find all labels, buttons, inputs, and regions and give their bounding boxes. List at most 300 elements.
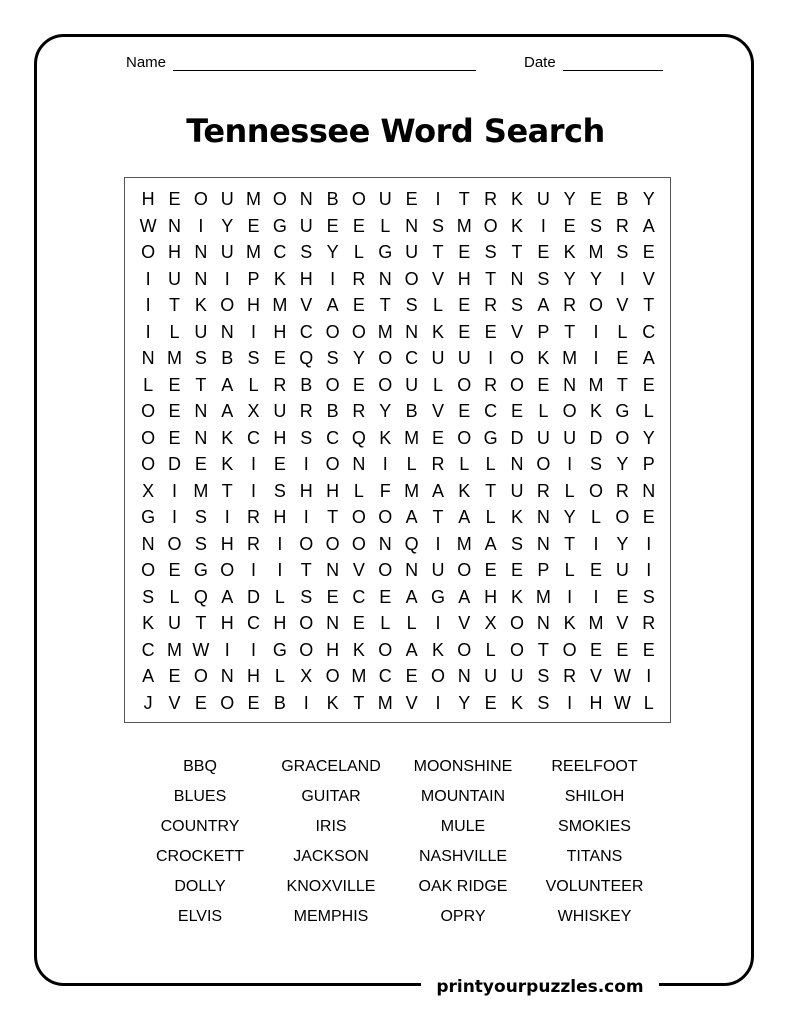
grid-cell[interactable]: V xyxy=(590,666,603,686)
grid-cell[interactable]: N xyxy=(220,666,234,686)
grid-cell[interactable]: I xyxy=(435,189,441,209)
grid-cell[interactable]: O xyxy=(378,374,393,395)
grid-cell[interactable]: Y xyxy=(352,348,365,368)
grid-cell[interactable]: H xyxy=(220,613,234,633)
grid-cell[interactable]: U xyxy=(168,268,182,289)
grid-cell[interactable]: K xyxy=(510,586,523,607)
grid-cell[interactable]: K xyxy=(326,692,339,713)
grid-cell[interactable]: E xyxy=(379,586,392,607)
grid-cell[interactable]: O xyxy=(404,268,419,289)
grid-cell[interactable]: I xyxy=(646,560,652,580)
grid-cell[interactable]: S xyxy=(194,348,207,368)
grid-cell[interactable]: O xyxy=(351,533,366,554)
grid-cell[interactable]: H xyxy=(273,321,287,342)
grid-cell[interactable]: C xyxy=(299,321,313,342)
grid-cell[interactable]: N xyxy=(457,666,471,686)
grid-cell[interactable]: E xyxy=(642,374,655,395)
grid-cell[interactable]: V xyxy=(300,295,313,315)
grid-cell[interactable]: I xyxy=(567,454,573,474)
grid-cell[interactable]: O xyxy=(589,480,604,501)
grid-cell[interactable]: O xyxy=(325,666,340,686)
grid-cell[interactable]: L xyxy=(564,480,575,501)
grid-cell[interactable]: O xyxy=(141,454,156,474)
grid-cell[interactable]: M xyxy=(588,613,604,633)
grid-cell[interactable]: U xyxy=(484,666,498,686)
grid-cell[interactable]: E xyxy=(458,401,471,421)
grid-cell[interactable]: I xyxy=(251,639,257,660)
grid-cell[interactable]: T xyxy=(353,692,365,713)
grid-cell[interactable]: E xyxy=(510,560,523,580)
grid-cell[interactable]: L xyxy=(538,401,549,421)
grid-cell[interactable]: O xyxy=(220,295,235,315)
grid-cell[interactable]: E xyxy=(431,427,444,448)
grid-cell[interactable]: N xyxy=(220,321,234,342)
grid-cell[interactable]: Y xyxy=(616,533,629,554)
grid-cell[interactable]: T xyxy=(169,295,181,315)
grid-cell[interactable]: L xyxy=(274,586,285,607)
grid-cell[interactable]: A xyxy=(458,507,471,527)
grid-cell[interactable]: Y xyxy=(563,189,576,209)
grid-cell[interactable]: N xyxy=(536,613,550,633)
grid-cell[interactable]: B xyxy=(326,189,339,209)
grid-cell[interactable]: N xyxy=(141,533,155,554)
grid-cell[interactable]: Y xyxy=(221,215,234,236)
grid-cell[interactable]: O xyxy=(378,639,393,660)
grid-cell[interactable]: O xyxy=(378,560,393,580)
grid-cell[interactable]: O xyxy=(562,639,577,660)
grid-cell[interactable]: A xyxy=(642,348,655,368)
grid-cell[interactable]: C xyxy=(642,321,656,342)
grid-cell[interactable]: M xyxy=(246,189,262,209)
grid-cell[interactable]: U xyxy=(194,321,208,342)
grid-cell[interactable]: S xyxy=(326,348,339,368)
grid-cell[interactable]: T xyxy=(432,242,444,262)
grid-cell[interactable]: W xyxy=(192,639,210,660)
grid-cell[interactable]: E xyxy=(273,454,286,474)
grid-cell[interactable]: T xyxy=(195,613,207,633)
grid-cell[interactable]: E xyxy=(168,189,181,209)
grid-cell[interactable]: U xyxy=(536,189,550,209)
grid-cell[interactable]: K xyxy=(563,613,576,633)
grid-cell[interactable]: O xyxy=(378,348,393,368)
grid-cell[interactable]: X xyxy=(247,401,260,421)
grid-cell[interactable]: K xyxy=(379,427,392,448)
grid-cell[interactable]: O xyxy=(351,189,366,209)
grid-cell[interactable]: L xyxy=(432,374,443,395)
grid-cell[interactable]: S xyxy=(590,215,603,236)
grid-cell[interactable]: A xyxy=(537,295,550,315)
grid-cell[interactable]: L xyxy=(643,692,654,713)
grid-cell[interactable]: M xyxy=(456,215,472,236)
grid-cell[interactable]: E xyxy=(168,560,181,580)
grid-cell[interactable]: H xyxy=(141,189,155,209)
grid-cell[interactable]: I xyxy=(435,692,441,713)
grid-cell[interactable]: Y xyxy=(590,268,603,289)
grid-cell[interactable]: Q xyxy=(193,586,208,607)
grid-cell[interactable]: L xyxy=(380,613,391,633)
grid-cell[interactable]: U xyxy=(510,480,524,501)
grid-cell[interactable]: S xyxy=(537,666,550,686)
grid-cell[interactable]: Y xyxy=(326,242,339,262)
grid-cell[interactable]: R xyxy=(615,480,629,501)
grid-cell[interactable]: Y xyxy=(563,507,576,527)
grid-cell[interactable]: K xyxy=(458,480,471,501)
grid-cell[interactable]: D xyxy=(589,427,603,448)
grid-cell[interactable]: M xyxy=(588,374,604,395)
grid-cell[interactable]: Q xyxy=(404,533,419,554)
grid-cell[interactable]: H xyxy=(326,639,340,660)
grid-cell[interactable]: K xyxy=(142,613,155,633)
grid-cell[interactable]: K xyxy=(510,189,523,209)
grid-cell[interactable]: Y xyxy=(642,427,655,448)
grid-cell[interactable]: N xyxy=(563,374,577,395)
grid-cell[interactable]: K xyxy=(221,427,234,448)
grid-cell[interactable]: T xyxy=(616,374,628,395)
grid-cell[interactable]: B xyxy=(300,374,313,395)
grid-cell[interactable]: A xyxy=(431,480,444,501)
grid-cell[interactable]: O xyxy=(299,613,314,633)
grid-cell[interactable]: M xyxy=(351,666,367,686)
grid-cell[interactable]: K xyxy=(194,295,207,315)
grid-cell[interactable]: W xyxy=(613,666,631,686)
grid-cell[interactable]: N xyxy=(510,454,524,474)
grid-cell[interactable]: I xyxy=(251,454,257,474)
grid-cell[interactable]: S xyxy=(616,242,629,262)
grid-cell[interactable]: K xyxy=(510,692,523,713)
grid-cell[interactable]: V xyxy=(352,560,365,580)
grid-cell[interactable]: W xyxy=(139,215,157,236)
grid-cell[interactable]: N xyxy=(352,454,366,474)
grid-cell[interactable]: O xyxy=(220,692,235,713)
grid-cell[interactable]: I xyxy=(145,321,151,342)
grid-cell[interactable]: X xyxy=(484,613,497,633)
grid-cell[interactable]: Q xyxy=(351,427,366,448)
grid-cell[interactable]: O xyxy=(325,321,340,342)
grid-cell[interactable]: R xyxy=(484,295,498,315)
date-field[interactable] xyxy=(524,54,663,71)
grid-cell[interactable]: P xyxy=(537,321,550,342)
grid-cell[interactable]: I xyxy=(145,268,151,289)
grid-cell[interactable]: H xyxy=(220,533,234,554)
grid-cell[interactable]: R xyxy=(352,268,366,289)
grid-cell[interactable]: S xyxy=(300,586,313,607)
grid-cell[interactable]: L xyxy=(485,639,496,660)
grid-cell[interactable]: B xyxy=(326,401,339,421)
grid-cell[interactable]: S xyxy=(431,215,444,236)
grid-cell[interactable]: P xyxy=(537,560,550,580)
grid-cell[interactable]: L xyxy=(643,401,654,421)
grid-cell[interactable]: K xyxy=(431,639,444,660)
grid-cell[interactable]: I xyxy=(593,586,599,607)
grid-cell[interactable]: N xyxy=(194,242,208,262)
grid-cell[interactable]: U xyxy=(273,401,287,421)
grid-cell[interactable]: O xyxy=(299,533,314,554)
grid-cell[interactable]: C xyxy=(326,427,340,448)
grid-cell[interactable]: I xyxy=(540,215,546,236)
grid-cell[interactable]: E xyxy=(458,242,471,262)
grid-cell[interactable]: H xyxy=(326,480,340,501)
grid-cell[interactable]: E xyxy=(616,639,629,660)
grid-cell[interactable]: B xyxy=(405,401,418,421)
grid-cell[interactable]: O xyxy=(193,189,208,209)
grid-cell[interactable]: E xyxy=(247,692,260,713)
grid-cell[interactable]: E xyxy=(642,639,655,660)
grid-cell[interactable]: E xyxy=(563,215,576,236)
grid-cell[interactable]: E xyxy=(194,454,207,474)
grid-cell[interactable]: I xyxy=(251,560,257,580)
grid-cell[interactable]: H xyxy=(457,268,471,289)
grid-cell[interactable]: E xyxy=(352,613,365,633)
grid-cell[interactable]: G xyxy=(430,586,445,607)
grid-cell[interactable]: N xyxy=(326,560,340,580)
grid-cell[interactable]: N xyxy=(194,427,208,448)
grid-cell[interactable]: L xyxy=(591,507,602,527)
grid-cell[interactable]: R xyxy=(352,401,366,421)
grid-cell[interactable]: M xyxy=(377,692,393,713)
grid-cell[interactable]: E xyxy=(168,374,181,395)
grid-cell[interactable]: K xyxy=(510,215,523,236)
grid-cell[interactable]: I xyxy=(172,480,178,501)
grid-cell[interactable]: C xyxy=(484,401,498,421)
grid-cell[interactable]: O xyxy=(351,507,366,527)
grid-cell[interactable]: O xyxy=(430,666,445,686)
grid-cell[interactable]: X xyxy=(142,480,155,501)
grid-cell[interactable]: H xyxy=(299,268,313,289)
grid-cell[interactable]: M xyxy=(456,533,472,554)
grid-cell[interactable]: G xyxy=(378,242,393,262)
grid-cell[interactable]: I xyxy=(224,268,230,289)
grid-cell[interactable]: O xyxy=(615,507,630,527)
grid-cell[interactable]: T xyxy=(485,268,497,289)
grid-cell[interactable]: V xyxy=(642,268,655,289)
grid-cell[interactable]: L xyxy=(564,560,575,580)
grid-cell[interactable]: M xyxy=(377,321,393,342)
grid-cell[interactable]: O xyxy=(141,560,156,580)
grid-cell[interactable]: O xyxy=(562,401,577,421)
grid-cell[interactable]: S xyxy=(300,242,313,262)
grid-cell[interactable]: A xyxy=(221,586,234,607)
grid-cell[interactable]: L xyxy=(485,507,496,527)
grid-cell[interactable]: H xyxy=(273,613,287,633)
grid-cell[interactable]: E xyxy=(168,427,181,448)
grid-cell[interactable]: C xyxy=(352,586,366,607)
grid-cell[interactable]: M xyxy=(404,480,420,501)
grid-cell[interactable]: E xyxy=(247,215,260,236)
grid-cell[interactable]: Y xyxy=(563,268,576,289)
grid-cell[interactable]: O xyxy=(141,242,156,262)
grid-cell[interactable]: V xyxy=(616,295,629,315)
grid-cell[interactable]: I xyxy=(277,560,283,580)
grid-cell[interactable]: G xyxy=(272,639,287,660)
grid-cell[interactable]: Y xyxy=(616,454,629,474)
grid-cell[interactable]: I xyxy=(145,295,151,315)
grid-cell[interactable]: E xyxy=(537,374,550,395)
grid-cell[interactable]: A xyxy=(405,586,418,607)
grid-cell[interactable]: S xyxy=(510,533,523,554)
grid-cell[interactable]: E xyxy=(642,242,655,262)
grid-cell[interactable]: U xyxy=(510,666,524,686)
grid-cell[interactable]: M xyxy=(404,427,420,448)
grid-cell[interactable]: I xyxy=(488,348,494,368)
grid-cell[interactable]: R xyxy=(615,215,629,236)
grid-cell[interactable]: M xyxy=(167,639,183,660)
grid-cell[interactable]: L xyxy=(274,666,285,686)
grid-cell[interactable]: E xyxy=(326,215,339,236)
grid-cell[interactable]: D xyxy=(510,427,524,448)
grid-cell[interactable]: O xyxy=(272,189,287,209)
grid-cell[interactable]: S xyxy=(405,295,418,315)
grid-cell[interactable]: N xyxy=(536,533,550,554)
grid-cell[interactable]: E xyxy=(273,348,286,368)
grid-cell[interactable]: I xyxy=(303,507,309,527)
grid-cell[interactable]: N xyxy=(405,560,419,580)
grid-cell[interactable]: C xyxy=(247,613,261,633)
grid-cell[interactable]: O xyxy=(509,613,524,633)
grid-cell[interactable]: U xyxy=(431,560,445,580)
grid-cell[interactable]: O xyxy=(509,639,524,660)
grid-cell[interactable]: O xyxy=(325,533,340,554)
grid-cell[interactable]: T xyxy=(379,295,391,315)
grid-cell[interactable]: L xyxy=(406,454,417,474)
grid-cell[interactable]: W xyxy=(613,692,631,713)
grid-cell[interactable]: O xyxy=(509,348,524,368)
grid-cell[interactable]: T xyxy=(458,189,470,209)
grid-cell[interactable]: L xyxy=(406,613,417,633)
grid-cell[interactable]: L xyxy=(169,321,180,342)
grid-cell[interactable]: T xyxy=(221,480,233,501)
grid-cell[interactable]: J xyxy=(143,692,153,713)
grid-cell[interactable]: N xyxy=(405,215,419,236)
grid-cell[interactable]: N xyxy=(326,613,340,633)
grid-cell[interactable]: E xyxy=(484,560,497,580)
grid-cell[interactable]: I xyxy=(330,268,336,289)
grid-cell[interactable]: N xyxy=(299,189,313,209)
grid-cell[interactable]: E xyxy=(642,507,655,527)
grid-cell[interactable]: N xyxy=(378,533,392,554)
grid-cell[interactable]: R xyxy=(563,295,577,315)
grid-cell[interactable]: O xyxy=(325,374,340,395)
grid-cell[interactable]: H xyxy=(484,586,498,607)
grid-cell[interactable]: D xyxy=(247,586,261,607)
grid-cell[interactable]: E xyxy=(458,321,471,342)
grid-cell[interactable]: K xyxy=(537,348,550,368)
grid-cell[interactable]: H xyxy=(299,480,313,501)
grid-cell[interactable]: A xyxy=(405,507,418,527)
grid-cell[interactable]: K xyxy=(352,639,365,660)
grid-cell[interactable]: K xyxy=(510,507,523,527)
grid-cell[interactable]: M xyxy=(562,348,578,368)
grid-cell[interactable]: I xyxy=(303,692,309,713)
grid-cell[interactable]: L xyxy=(617,321,628,342)
grid-cell[interactable]: G xyxy=(272,215,287,236)
grid-cell[interactable]: S xyxy=(537,268,550,289)
grid-cell[interactable]: S xyxy=(484,242,497,262)
grid-cell[interactable]: L xyxy=(169,586,180,607)
grid-cell[interactable]: R xyxy=(247,533,261,554)
grid-cell[interactable]: M xyxy=(246,242,262,262)
grid-cell[interactable]: H xyxy=(247,666,261,686)
grid-cell[interactable]: L xyxy=(353,242,364,262)
grid-cell[interactable]: S xyxy=(273,480,286,501)
grid-cell[interactable]: R xyxy=(484,374,498,395)
grid-cell[interactable]: O xyxy=(351,321,366,342)
grid-cell[interactable]: I xyxy=(435,613,441,633)
grid-cell[interactable]: U xyxy=(563,427,577,448)
grid-cell[interactable]: K xyxy=(431,321,444,342)
grid-cell[interactable]: H xyxy=(247,295,261,315)
grid-cell[interactable]: H xyxy=(589,692,603,713)
grid-cell[interactable]: Y xyxy=(458,692,471,713)
grid-cell[interactable]: Y xyxy=(642,189,655,209)
grid-cell[interactable]: R xyxy=(247,507,261,527)
grid-cell[interactable]: N xyxy=(510,268,524,289)
grid-cell[interactable]: N xyxy=(642,480,656,501)
grid-cell[interactable]: R xyxy=(484,189,498,209)
grid-cell[interactable]: C xyxy=(378,666,392,686)
grid-cell[interactable]: C xyxy=(273,242,287,262)
grid-cell[interactable]: G xyxy=(615,401,630,421)
grid-cell[interactable]: E xyxy=(168,401,181,421)
grid-cell[interactable]: E xyxy=(537,242,550,262)
grid-cell[interactable]: O xyxy=(299,639,314,660)
grid-cell[interactable]: E xyxy=(458,295,471,315)
grid-cell[interactable]: I xyxy=(593,533,599,554)
grid-cell[interactable]: E xyxy=(616,586,629,607)
grid-cell[interactable]: I xyxy=(251,480,257,501)
grid-cell[interactable]: T xyxy=(485,480,497,501)
grid-cell[interactable]: O xyxy=(615,427,630,448)
grid-cell[interactable]: E xyxy=(590,560,603,580)
grid-cell[interactable]: T xyxy=(327,507,339,527)
grid-cell[interactable]: E xyxy=(352,374,365,395)
grid-cell[interactable]: N xyxy=(194,401,208,421)
grid-cell[interactable]: I xyxy=(619,268,625,289)
grid-cell[interactable]: C xyxy=(405,348,419,368)
grid-cell[interactable]: E xyxy=(616,348,629,368)
grid-cell[interactable]: P xyxy=(247,268,260,289)
grid-cell[interactable]: O xyxy=(509,374,524,395)
grid-cell[interactable]: O xyxy=(193,666,208,686)
grid-cell[interactable]: O xyxy=(167,533,182,554)
grid-cell[interactable]: U xyxy=(431,348,445,368)
grid-cell[interactable]: U xyxy=(168,613,182,633)
grid-cell[interactable]: E xyxy=(352,295,365,315)
grid-cell[interactable]: T xyxy=(432,507,444,527)
grid-cell[interactable]: T xyxy=(643,295,655,315)
grid-cell[interactable]: M xyxy=(167,348,183,368)
grid-cell[interactable]: N xyxy=(141,348,155,368)
grid-cell[interactable]: I xyxy=(277,533,283,554)
grid-cell[interactable]: A xyxy=(405,639,418,660)
grid-cell[interactable]: O xyxy=(457,427,472,448)
grid-cell[interactable]: S xyxy=(247,348,260,368)
grid-cell[interactable]: K xyxy=(590,401,603,421)
grid-cell[interactable]: U xyxy=(220,189,234,209)
grid-cell[interactable]: V xyxy=(168,692,181,713)
grid-cell[interactable]: L xyxy=(353,480,364,501)
grid-cell[interactable]: H xyxy=(168,242,182,262)
grid-cell[interactable]: M xyxy=(535,586,551,607)
grid-cell[interactable]: R xyxy=(536,480,550,501)
grid-cell[interactable]: T xyxy=(511,242,523,262)
grid-cell[interactable]: A xyxy=(221,374,234,395)
grid-cell[interactable]: T xyxy=(195,374,207,395)
grid-cell[interactable]: T xyxy=(300,560,312,580)
grid-cell[interactable]: R xyxy=(563,666,577,686)
grid-cell[interactable]: P xyxy=(642,454,655,474)
grid-cell[interactable]: L xyxy=(485,454,496,474)
grid-cell[interactable]: G xyxy=(483,427,498,448)
